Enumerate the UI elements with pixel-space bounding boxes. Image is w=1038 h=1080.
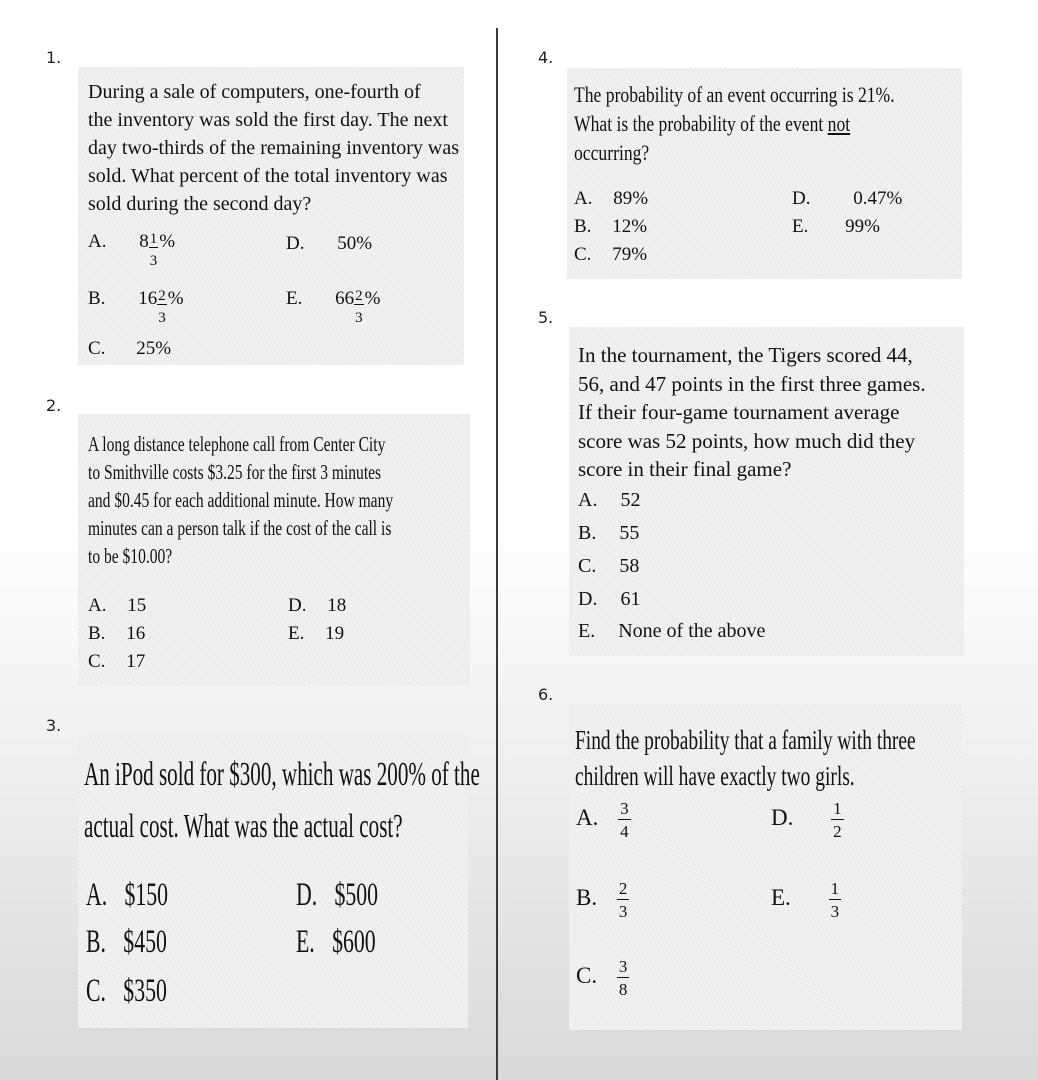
question-1-option-e[interactable]: E. 66 2 3 % — [286, 288, 381, 326]
question-6-number: 6. — [538, 685, 554, 704]
question-4-stem — [574, 80, 895, 167]
fraction: $\frac{1}{2}$ — [833, 799, 842, 841]
question-1-box — [78, 67, 464, 365]
question-2-option-a[interactable]: A. 15 — [88, 595, 147, 616]
question-3-number: 3. — [46, 716, 62, 735]
question-2-box — [78, 414, 470, 686]
question-2-stem — [88, 430, 393, 570]
question-4-option-b[interactable]: B. 12% — [574, 216, 648, 237]
stem-line: In the tournament, the Tigers scored 44, — [578, 343, 913, 367]
question-4-option-a[interactable]: A. 89% — [574, 188, 649, 209]
stem-line: The probability of an event occurring is 21%. — [574, 82, 895, 107]
question-4-box — [567, 68, 962, 279]
question-3-box — [78, 733, 480, 1028]
question-3-option-b[interactable]: B. $450 — [86, 924, 167, 960]
stem-line: score was 52 points, how much did they — [578, 428, 916, 453]
stem-line: to be $10.00? — [88, 544, 173, 568]
stem-line: children will have exactly two girls. — [575, 761, 855, 791]
question-1-option-c[interactable]: C. 25% — [88, 338, 172, 359]
underlined-word: not — [827, 111, 851, 136]
stem-line: day two-thirds of the remaining inventory was — [88, 137, 460, 159]
stem-line: to Smithville costs $3.25 for the first 3 minutes — [88, 460, 382, 484]
question-1-option-a[interactable]: A. 8 1 3 % — [88, 231, 176, 269]
question-1-option-d[interactable]: D. 50% — [286, 233, 373, 254]
question-5-option-c[interactable]: C. 58 — [578, 555, 640, 577]
question-6-option-c[interactable]: C. $\frac{3}{8}$ — [576, 957, 628, 999]
question-2-option-d[interactable]: D. 18 — [288, 595, 347, 616]
question-2-number: 2. — [46, 396, 62, 415]
mixed-number: 66 2 3 % — [335, 288, 381, 326]
stem-line: and $0.45 for each additional minute. How many — [88, 488, 394, 512]
question-5-option-b[interactable]: B. 55 — [578, 522, 640, 544]
stem-line: An iPod sold for $300, which was 200% of the — [84, 756, 480, 793]
question-3-stem — [84, 749, 480, 853]
stem-line: If their four-game tournament average — [578, 400, 900, 424]
question-6-box — [569, 704, 962, 1030]
question-5-option-a[interactable]: A. 52 — [578, 489, 641, 511]
stem-line: During a sale of computers, one-fourth of — [88, 81, 421, 103]
question-5-option-d[interactable]: D. 61 — [578, 588, 641, 610]
stem-line: actual cost. What was the actual cost? — [84, 808, 403, 845]
question-3-option-e[interactable]: E. $600 — [296, 924, 376, 960]
stem-line: A long distance telephone call from Center City — [88, 432, 386, 456]
question-6-option-e[interactable]: E. $\frac{1}{3}$ — [771, 879, 840, 921]
question-6-stem — [575, 722, 916, 794]
stem-line: score in their final game? — [578, 457, 792, 481]
question-1-option-b[interactable]: B. 16 2 3 % — [88, 288, 184, 326]
question-4-option-e[interactable]: E. 99% — [792, 216, 880, 237]
question-1-stem — [88, 78, 459, 218]
fraction: $\frac{2}{3}$ — [618, 879, 628, 921]
question-5-box — [569, 327, 964, 656]
question-6-option-d[interactable]: D. $\frac{1}{2}$ — [771, 799, 842, 841]
question-4-option-d[interactable]: D. 0.47% — [792, 188, 903, 209]
question-6-option-a[interactable]: A. $\frac{3}{4}$ — [576, 799, 629, 841]
question-2-option-e[interactable]: E. 19 — [288, 623, 345, 644]
question-3-option-d[interactable]: D. $500 — [296, 877, 379, 913]
fraction: $\frac{1}{3}$ — [830, 879, 840, 921]
question-5-option-e[interactable]: E. None of the above — [578, 620, 766, 642]
stem-line: What is the probability of the event not — [574, 111, 851, 136]
question-4-number: 4. — [538, 48, 554, 67]
mixed-number: 16 2 3 % — [138, 288, 184, 326]
question-5-number: 5. — [538, 308, 554, 327]
fraction: $\frac{3}{8}$ — [618, 957, 628, 999]
question-6-option-b[interactable]: B. $\frac{2}{3}$ — [576, 879, 628, 921]
stem-line: occurring? — [574, 140, 650, 165]
stem-line: sold during the second day? — [88, 193, 312, 215]
question-2-option-b[interactable]: B. 16 — [88, 623, 146, 644]
stem-line: Find the probability that a family with three — [575, 725, 916, 755]
stem-line: minutes can a person talk if the cost of the call is — [88, 516, 392, 540]
stem-line: the inventory was sold the first day. The next — [88, 109, 448, 131]
column-divider — [496, 28, 498, 1080]
mixed-number: 8 1 3 % — [139, 231, 176, 269]
stem-line: sold. What percent of the total inventory was — [88, 165, 448, 187]
question-4-option-c[interactable]: C. 79% — [574, 244, 648, 265]
fraction: $\frac{3}{4}$ — [620, 799, 629, 841]
question-1-number: 1. — [46, 48, 62, 67]
question-3-option-a[interactable]: A. $150 — [86, 877, 169, 913]
question-5-stem — [578, 341, 926, 484]
question-3-option-c[interactable]: C. $350 — [86, 973, 167, 1009]
stem-line: 56, and 47 points in the first three games. — [578, 371, 926, 396]
question-2-option-c[interactable]: C. 17 — [88, 651, 146, 672]
